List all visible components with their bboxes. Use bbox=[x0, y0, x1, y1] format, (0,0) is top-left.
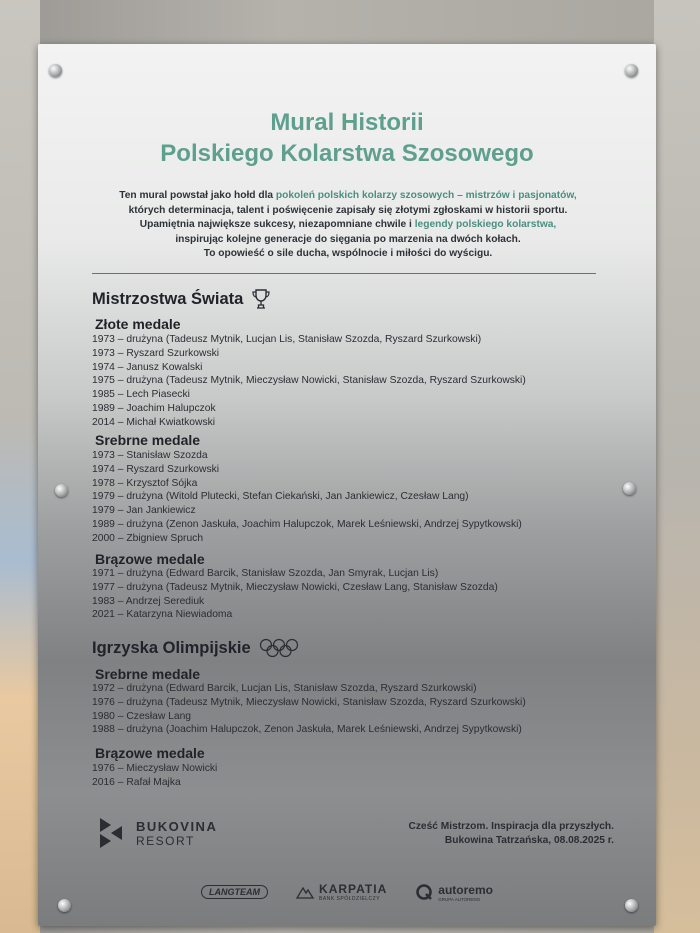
autoremo-sub: GRUPA AUTORENO bbox=[438, 896, 481, 902]
karpatia-mountain-icon bbox=[296, 885, 314, 899]
sponsor-logos bbox=[38, 882, 656, 902]
tagline bbox=[408, 820, 614, 848]
world-bronze-list bbox=[92, 567, 498, 622]
world-silver-title: Srebrne medale bbox=[95, 432, 201, 448]
list-item: 1989 – Joachim Halupczok bbox=[92, 402, 216, 414]
bukovina-logo bbox=[96, 816, 217, 850]
list-item: 1979 – drużyna (Witold Plutecki, Stefan Ciekański, Jan Jankiewicz, Czesław Lang) bbox=[92, 491, 469, 503]
olympics-bronze-list bbox=[92, 762, 217, 790]
tagline-line-2: Bukowina Tatrzańska, 08.08.2025 r. bbox=[444, 835, 614, 846]
list-item: 1971 – drużyna (Edward Barcik, Stanisław Szozda, Jan Smyrak, Lucjan Lis) bbox=[92, 568, 439, 579]
intro-line-4: inspirując kolejne generacje do sięgania po marzenia na dwóch kołach. bbox=[175, 233, 521, 245]
olympic-rings-icon bbox=[259, 638, 299, 658]
tagline-line-1: Cześć Mistrzom. Inspiracja dla przyszłych. bbox=[408, 821, 614, 832]
brand-subname: RESORT bbox=[136, 833, 195, 848]
list-item: 1985 – Lech Piasecki bbox=[92, 389, 190, 401]
screw-icon bbox=[625, 64, 638, 77]
screw-icon bbox=[49, 64, 62, 77]
list-item: 1988 – drużyna (Joachim Halupczok, Zenon Jaskuła, Marek Leśniewski, Andrzej Sypytkowski) bbox=[92, 724, 522, 736]
list-item: 1972 – drużyna (Edward Barcik, Lucjan Lis, Stanisław Szozda, Ryszard Szurkowski) bbox=[92, 683, 477, 694]
wall-right bbox=[654, 0, 700, 933]
list-item: 1974 – Ryszard Szurkowski bbox=[92, 463, 220, 475]
list-item: 2016 – Rafał Majka bbox=[92, 776, 181, 788]
karpatia-logo bbox=[296, 882, 387, 902]
intro-line-1b: pokoleń polskich kolarzy szosowych – mistrzów i pasjonatów, bbox=[275, 190, 577, 201]
autoremo-logo bbox=[415, 883, 493, 902]
screw-icon bbox=[623, 482, 636, 495]
list-item: 1973 – Stanisław Szozda bbox=[92, 450, 208, 461]
wall-left bbox=[0, 0, 40, 933]
intro-line-3a: Upamiętnia największe sukcesy, niezapomniane chwile i bbox=[139, 219, 415, 231]
list-item: 1973 – drużyna (Tadeusz Mytnik, Lucjan Lis, Stanisław Szozda, Ryszard Szurkowski) bbox=[92, 334, 482, 345]
section-title-world bbox=[92, 288, 271, 310]
autoremo-q-icon bbox=[415, 883, 433, 901]
world-title-text: Mistrzostwa Świata bbox=[92, 289, 244, 308]
list-item: 1973 – Ryszard Szurkowski bbox=[92, 347, 220, 359]
olympics-bronze-title: Brązowe medale bbox=[95, 745, 205, 761]
plaque bbox=[38, 44, 656, 926]
autoremo-name: autoremo bbox=[438, 882, 493, 897]
screw-icon bbox=[55, 484, 68, 497]
list-item: 1974 – Janusz Kowalski bbox=[92, 361, 203, 373]
intro-line-2: których determinacja, talent i poświęcenie zapisały się złotymi zgłoskami w historii sportu. bbox=[128, 204, 568, 216]
list-item: 2000 – Zbigniew Spruch bbox=[92, 532, 204, 544]
list-item: 1983 – Andrzej Serediuk bbox=[92, 595, 205, 607]
title-line-1: Mural Historii bbox=[270, 109, 424, 136]
list-item: 1989 – drużyna (Zenon Jaskuła, Joachim Halupczok, Marek Leśniewski, Andrzej Sypytkowski) bbox=[92, 518, 522, 530]
olympics-silver-title: Srebrne medale bbox=[95, 666, 201, 682]
karpatia-name: KARPATIA bbox=[319, 882, 388, 896]
world-gold-list bbox=[92, 333, 526, 430]
intro-line-1a: Ten mural powstał jako hołd dla bbox=[119, 190, 276, 201]
trophy-icon bbox=[251, 288, 271, 310]
olympics-silver-list bbox=[92, 682, 526, 737]
section-title-olympics bbox=[92, 638, 299, 658]
karpatia-sub: BANK SPÓŁDZIELCZY bbox=[319, 896, 381, 902]
list-item: 2014 – Michał Kwiatkowski bbox=[92, 416, 216, 428]
olympics-title-text: Igrzyska Olimpijskie bbox=[92, 638, 251, 657]
title-line-2: Polskiego Kolarstwa Szosowego bbox=[160, 140, 534, 167]
brand-name: BUKOVINA bbox=[136, 818, 218, 834]
list-item: 1977 – drużyna (Tadeusz Mytnik, Mieczysław Nowicki, Czesław Lang, Stanisław Szozda) bbox=[92, 581, 498, 593]
list-item: 1979 – Jan Jankiewicz bbox=[92, 505, 196, 517]
intro-line-5: To opowieść o sile ducha, wspólnocie i miłości do wyścigu. bbox=[203, 248, 493, 260]
world-gold-title: Złote medale bbox=[95, 316, 181, 332]
list-item: 2021 – Katarzyna Niewiadoma bbox=[92, 609, 233, 621]
page-title bbox=[38, 107, 656, 169]
intro-text bbox=[78, 189, 618, 262]
list-item: 1976 – drużyna (Tadeusz Mytnik, Mieczysław Nowicki, Stanisław Szozda, Ryszard Szurkowski) bbox=[92, 696, 526, 708]
divider bbox=[92, 273, 596, 274]
bukovina-logo-icon bbox=[96, 816, 126, 850]
list-item: 1978 – Krzysztof Sójka bbox=[92, 477, 198, 489]
list-item: 1980 – Czesław Lang bbox=[92, 710, 192, 722]
world-silver-list bbox=[92, 449, 522, 546]
intro-line-3b: legendy polskiego kolarstwa, bbox=[414, 219, 557, 231]
list-item: 1975 – drużyna (Tadeusz Mytnik, Mieczysław Nowicki, Stanisław Szozda, Ryszard Szurkowski) bbox=[92, 375, 526, 387]
world-bronze-title: Brązowe medale bbox=[95, 551, 205, 567]
list-item: 1976 – Mieczysław Nowicki bbox=[92, 763, 218, 774]
langteam-logo: LANGTEAM bbox=[201, 885, 268, 899]
